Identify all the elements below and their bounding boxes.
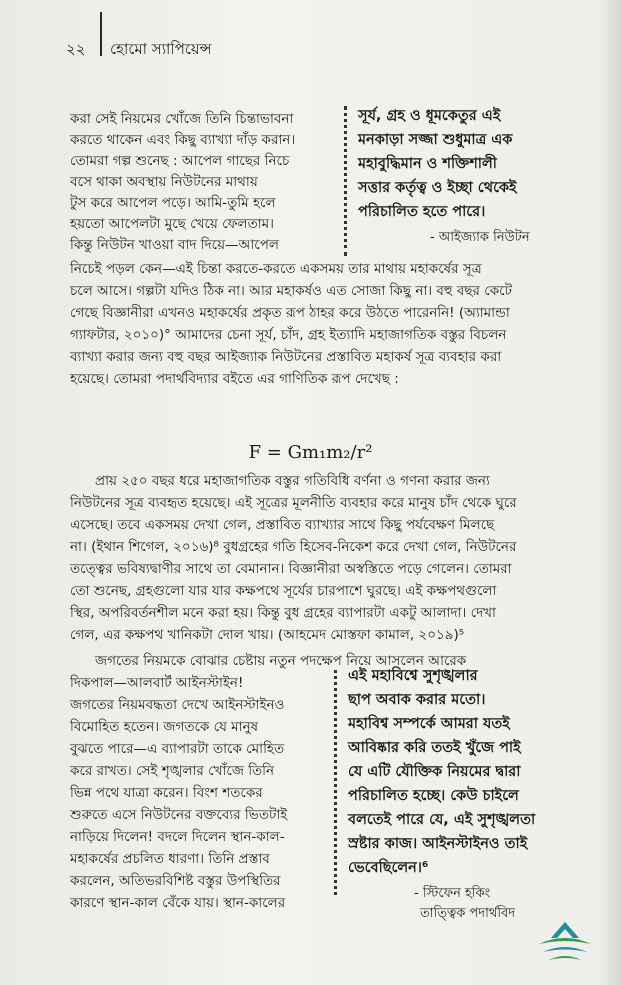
- quote-line: ভেবেছিলেন।⁶: [348, 860, 429, 876]
- text-line: মহাকর্ষের প্রচলিত ধারণা। তিনি প্রস্তাব: [70, 851, 270, 867]
- header-divider: [100, 12, 102, 56]
- text-line: বিমোহিত হতেন। জগতকে যে মানুষ: [70, 719, 259, 735]
- quote-line: মহাবিশ্ব সম্পর্কে আমরা যতই: [348, 716, 510, 732]
- text-line: তো শুনেছ, গ্রহগুলো যার যার কক্ষপথে সূর্যের চারপাশে ঘুরছে। এই কক্ষপথগুলো: [70, 583, 497, 599]
- quote-line: ছাপ অবাক করার মতো।: [348, 692, 486, 708]
- quote-attribution: - আইজ্যাক নিউটন: [430, 230, 530, 245]
- text-line: চলে আসে। গল্পটা যদিও ঠিক না। আর মহাকর্ষও এত সোজা কিছু না। বহু বছর কেটে: [70, 283, 512, 299]
- text-line: বসে থাকা অবস্থায় নিউটনের মাথায়: [70, 174, 258, 190]
- text-line: স্থির, অপরিবর্তনশীল মনে করা হয়। কিন্তু বুধ গ্রহের ব্যাপারটা একটু আলাদা। দেখা: [70, 605, 496, 621]
- quote-line: সত্তার কর্তৃত্ব ও ইচ্ছা থেকেই: [358, 180, 517, 196]
- text-line: এসেছে। তবে একসময় দেখা গেল, প্রস্তাবিত ব্যাখ্যার সাথে কিছু পর্যবেক্ষণ মিলছে: [70, 517, 495, 533]
- text-line: টুস করে আপেল পড়ে। আমি-তুমি হলে: [70, 195, 276, 211]
- text-line: গেছে বিজ্ঞানীরা এখনও মহাকর্ষের প্রকৃত রূপ ঠাহর করে উঠতে পারেননি! (অ্যামান্ডা: [70, 305, 510, 321]
- text-line: না। (ইথান শিগেল, ২০১৬)⁸ বুধগ্রহের গতি হিসেব-নিকেশ করে দেখা গেল, নিউটনের: [70, 539, 517, 555]
- page-edge-shadow: [599, 0, 621, 985]
- text-line: দিকপাল—আলবার্ট আইনস্টাইন!: [70, 675, 244, 691]
- text-line: নাড়িয়ে দিলেন! বদলে দিলেন স্থান-কাল-: [70, 829, 285, 845]
- text-line: হয়েছে। তোমরা পদার্থবিদ্যার বইতে এর গাণিতিক রূপ দেখেছ :: [70, 371, 399, 387]
- text-line: করলেন, অতিভরবিশিষ্ট বস্তুর উপস্থিতির: [70, 873, 281, 889]
- quote-attribution-role: তাত্ত্বিক পদার্থবিদ: [420, 906, 516, 921]
- book-title: হোমো স্যাপিয়েন্স: [110, 40, 212, 58]
- quote-line: মহাবুদ্ধিমান ও শক্তিশালী: [358, 156, 497, 172]
- text-line: নিউটনের সূত্র ব্যবহৃত হয়েছে। এই সূত্রের মূলনীতি ব্যবহার করে মানুষ চাঁদ থেকে ঘুরে: [70, 495, 517, 511]
- text-line: গ্যাফটার, ২০১০)° আমাদের চেনা সূর্য, চাঁদ, গ্রহ ইত্যাদি মহাজাগতিক বস্তুর বিচলন: [70, 327, 507, 343]
- quote-attribution-name: - স্টিফেন হকিং: [414, 886, 491, 901]
- text-line: করা সেই নিয়মের খোঁজে তিনি চিন্তাভাবনা: [70, 111, 294, 127]
- quote-line: এই মহাবিশ্বে সুশৃঙ্খলার: [348, 668, 478, 684]
- quote-dotted-rule: [344, 106, 347, 256]
- text-line: প্রায় ২৫০ বছর ধরে মহাজাগতিক বস্তুর গতিবিধি বর্ণনা ও গণনা করার জন্য: [95, 473, 490, 489]
- text-line: ব্যাখ্যা করার জন্য বহু বছর আইজ্যাক নিউটনের প্রস্তাবিত মহাকর্ষ সূত্র ব্যবহার করা: [70, 349, 502, 365]
- quote-line: মনকাড়া সজ্জা শুধুমাত্র এক: [358, 132, 513, 148]
- text-line: করে রাখত। সেই শৃঙ্খলার খোঁজে তিনি: [70, 763, 275, 779]
- paragraph-3-first-line: জগতের নিয়মকে বোঝার চেষ্টায় নতুন পদক্ষেপ নিয়ে আসলেন আরেক: [95, 653, 467, 669]
- gravity-formula: F = Gm₁m₂/r²: [248, 442, 373, 463]
- text-line: হয়তো আপেলটা মুছে খেয়ে ফেলতাম।: [70, 216, 274, 232]
- publisher-logo-icon: [535, 920, 595, 964]
- quote-dotted-rule: [334, 670, 337, 895]
- text-line: শুরুতে এসে নিউটনের বক্তব্যের ভিতটাই: [70, 807, 288, 823]
- page-number: ২২: [66, 40, 86, 58]
- text-line: কিন্তু নিউটন খাওয়া বাদ দিয়ে—আপেল: [70, 237, 279, 253]
- text-line: তত্ত্বের ভবিষ্যদ্বাণীর সাথে তা বেমানান। বিজ্ঞানীরা অস্বস্তিতে পড়ে গেলেন। তোমরা: [70, 561, 512, 577]
- quote-line: সূর্য, গ্রহ ও ধূমকেতুর এই: [358, 108, 501, 124]
- text-line: কারণে স্থান-কাল বেঁকে যায়। স্থান-কালের: [70, 895, 286, 911]
- text-line: তোমরা গল্প শুনেছ : আপেল গাছের নিচে: [70, 153, 290, 169]
- text-line: জগতের নিয়মবদ্ধতা দেখে আইনস্টাইনও: [70, 697, 285, 713]
- quote-line: পরিচালিত হতে পারে।: [358, 204, 486, 220]
- text-line: গেল, এর কক্ষপথ খানিকটা দোল খায়। (আহমেদ মোস্তফা কামাল, ২০১৯)⁵: [70, 627, 465, 643]
- quote-line: আবিষ্কার করি ততই খুঁজে পাই: [348, 740, 521, 756]
- quote-line: বলতেই পারে যে, এই সুশৃঙ্খলতা: [348, 812, 536, 828]
- text-line: বুঝতে পারে—এ ব্যাপারটা তাকে মোহিত: [70, 741, 285, 757]
- text-line: ভিন্ন পথে যাত্রা করেন। বিংশ শতকের: [70, 785, 263, 801]
- text-line: নিচেই পড়ল কেন—এই চিন্তা করতে-করতে একসময় তার মাথায় মহাকর্ষের সূত্র: [70, 261, 482, 277]
- quote-line: যে এটি যৌক্তিক নিয়মের দ্বারা: [348, 764, 521, 780]
- text-line: করতে থাকেন এবং কিছু ব্যাখ্যা দাঁড় করান।: [70, 132, 296, 148]
- quote-line: স্রষ্টার কাজ। আইনস্টাইনও তাই: [348, 836, 528, 852]
- quote-line: পরিচালিত হচ্ছে। কেউ চাইলে: [348, 788, 519, 804]
